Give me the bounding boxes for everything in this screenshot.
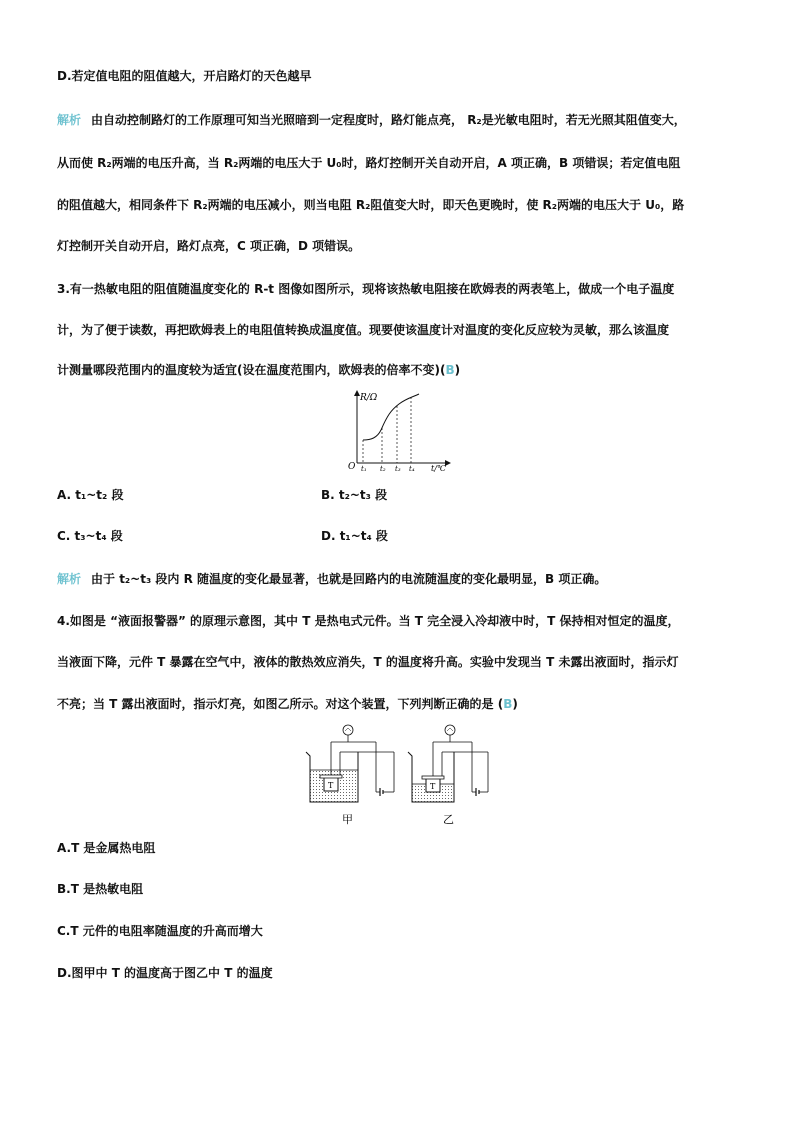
lamp-icon xyxy=(445,725,455,735)
q4-option-d: D.图甲中 T 的温度高于图乙中 T 的温度 xyxy=(57,966,273,980)
question-4-answer: B xyxy=(503,697,513,711)
question-3-paren: ) xyxy=(454,363,461,377)
question-4-line-1: 4.如图是 “液面报警器” 的原理示意图，其中 T 是热电式元件。当 T 完全浸入冷却液中时，T 保持相对恒定的温度， xyxy=(57,614,680,628)
lamp-icon xyxy=(343,725,353,735)
analysis-paragraph-line-1 xyxy=(57,112,686,128)
q3-analysis-label: 解析 xyxy=(57,572,82,586)
q3-option-c: C. t₃~t₄ 段 xyxy=(57,529,123,543)
element-t-yi: T xyxy=(430,782,436,791)
question-3-line-1: 3.有一热敏电阻的阻值随温度变化的 R-t 图像如图所示，现将该热敏电阻接在欧姆表的两表笔上，做成一个电子温度 xyxy=(57,282,675,296)
question-3-line-3 xyxy=(57,362,460,378)
q4-option-b: B.T 是热敏电阻 xyxy=(57,882,144,896)
element-t-jia: T xyxy=(328,781,334,790)
q3-analysis-text: 由于 t₂~t₃ 段内 R 随温度的变化最显著，也就是回路内的电流随温度的变化最明显，B 项正确。 xyxy=(91,572,607,586)
analysis-paragraph-line-3: 的阻值越大，相同条件下 R₂两端的电压减小，则当电阻 R₂阻值变大时，即天色更晚时，使 R₂两端的电压大于 U₀，路 xyxy=(57,198,685,212)
beaker-jia xyxy=(306,725,394,802)
beaker-yi xyxy=(408,725,488,802)
graph-t3: t₃ xyxy=(395,465,401,473)
graph-origin: O xyxy=(348,462,356,472)
question-4-paren: ) xyxy=(512,697,518,711)
graph-t1: t₁ xyxy=(361,465,367,473)
r-t-graph xyxy=(345,388,455,473)
question-3-answer: B xyxy=(445,363,455,377)
analysis-label: 解析 xyxy=(57,113,82,127)
q3-option-b: B. t₂~t₃ 段 xyxy=(321,488,388,502)
q4-option-a: A.T 是金属热电阻 xyxy=(57,841,156,855)
caption-yi: 乙 xyxy=(443,813,454,826)
analysis-paragraph-line-2: 从而使 R₂两端的电压升高，当 R₂两端的电压大于 U₀时，路灯控制开关自动开启，A 项正确，B 项错误；若定值电阻 xyxy=(57,156,681,170)
q4-option-c: C.T 元件的电阻率随温度的升高而增大 xyxy=(57,924,263,938)
question-3-line-2: 计，为了便于读数，再把欧姆表上的电阻值转换成温度值。现要使该温度计对温度的变化反应较为灵敏，那么该温度 xyxy=(57,323,670,337)
question-4-line-2: 当液面下降，元件 T 暴露在空气中，液体的散热效应消失，T 的温度将升高。实验中发现当 T 未露出液面时，指示灯 xyxy=(57,655,679,669)
analysis-paragraph-line-4: 灯控制开关自动开启，路灯点亮，C 项正确，D 项错误。 xyxy=(57,239,361,253)
liquid-alarm-figure xyxy=(300,722,500,832)
caption-jia: 甲 xyxy=(342,813,353,826)
graph-x-label: t/℃ xyxy=(431,464,446,473)
graph-t4: t₄ xyxy=(409,465,415,473)
question-4-stem-end: 不亮；当 T 露出液面时，指示灯亮，如图乙所示。对这个装置，下列判断正确的是 ( xyxy=(57,697,504,711)
q3-option-d: D. t₁~t₄ 段 xyxy=(321,529,388,543)
analysis-text-1: 由自动控制路灯的工作原理可知当光照暗到一定程度时，路灯能点亮， R₂是光敏电阻时，若无光照其阻值变大， xyxy=(91,113,686,127)
q3-option-a: A. t₁~t₂ 段 xyxy=(57,488,124,502)
graph-y-label: R/Ω xyxy=(360,393,378,403)
question-4-line-3 xyxy=(57,696,518,712)
graph-t2: t₂ xyxy=(380,465,386,473)
question-3-stem-end: 计测量哪段范围内的温度较为适宜(设在温度范围内，欧姆表的倍率不变)( xyxy=(57,363,446,377)
option-d-previous: D.若定值电阻的阻值越大，开启路灯的天色越早 xyxy=(57,69,312,83)
q3-analysis xyxy=(57,571,606,587)
